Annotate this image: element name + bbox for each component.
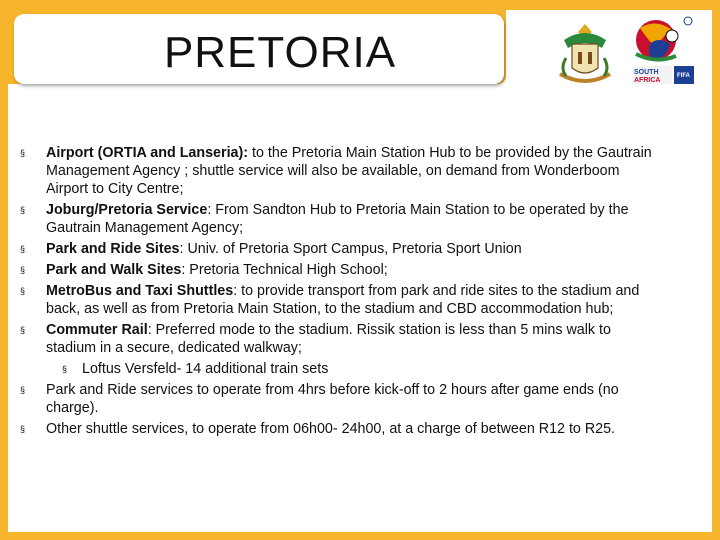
svg-text:SOUTH: SOUTH bbox=[634, 69, 659, 76]
coat-of-arms-logo bbox=[552, 18, 618, 90]
bullet-icon: § bbox=[20, 244, 26, 254]
world-cup-logo bbox=[626, 14, 696, 88]
bullet-icon: § bbox=[20, 148, 26, 158]
sub-list-item: § Loftus Versfeld- 14 additional train sets bbox=[62, 361, 329, 377]
list-item: § Park and Walk Sites: Pretoria Technical High School; bbox=[20, 262, 388, 278]
svg-text:AFRICA: AFRICA bbox=[634, 77, 661, 84]
bullet-icon: § bbox=[20, 205, 26, 215]
bullet-list bbox=[20, 144, 660, 441]
svg-text:FIFA: FIFA bbox=[677, 73, 690, 79]
bullet-icon: § bbox=[20, 286, 26, 296]
list-item: § Park and Ride services to operate from 4hrs before kick-off to 2 hours after game ends (no charge). bbox=[20, 382, 619, 416]
bullet-icon: § bbox=[20, 385, 26, 395]
list-item: § MetroBus and Taxi Shuttles: to provide transport from park and ride sites to the stadium and back, as well as from Pretoria Main Station, to the stadium and CBD accommodation hub; bbox=[20, 283, 640, 317]
list-item: § Joburg/Pretoria Service: From Sandton Hub to Pretoria Main Station to be operated by the Gautrain Management Agency; bbox=[20, 202, 629, 236]
list-item: § Commuter Rail: Preferred mode to the stadium. Rissik station is less than 5 mins walk to stadium in a secure, dedicated walkway; bbox=[20, 322, 611, 356]
list-item: § Park and Ride Sites: Univ. of Pretoria Sport Campus, Pretoria Sport Union bbox=[20, 241, 522, 257]
bullet-icon: § bbox=[20, 325, 26, 335]
list-item: § Other shuttle services, to operate from 06h00- 24h00, at a charge of between R12 to R25. bbox=[20, 421, 616, 437]
bullet-icon: § bbox=[20, 424, 26, 434]
page-title: PRETORIA bbox=[163, 28, 397, 77]
bullet-icon: § bbox=[62, 364, 68, 374]
bullet-icon: § bbox=[20, 265, 26, 275]
list-item: § Airport (ORTIA and Lanseria): to the Pretoria Main Station Hub to be provided by the Gautrain Management Agency ; shuttle service will also be available, on demand from Wonderboom Airport to City Centre; bbox=[20, 145, 652, 197]
